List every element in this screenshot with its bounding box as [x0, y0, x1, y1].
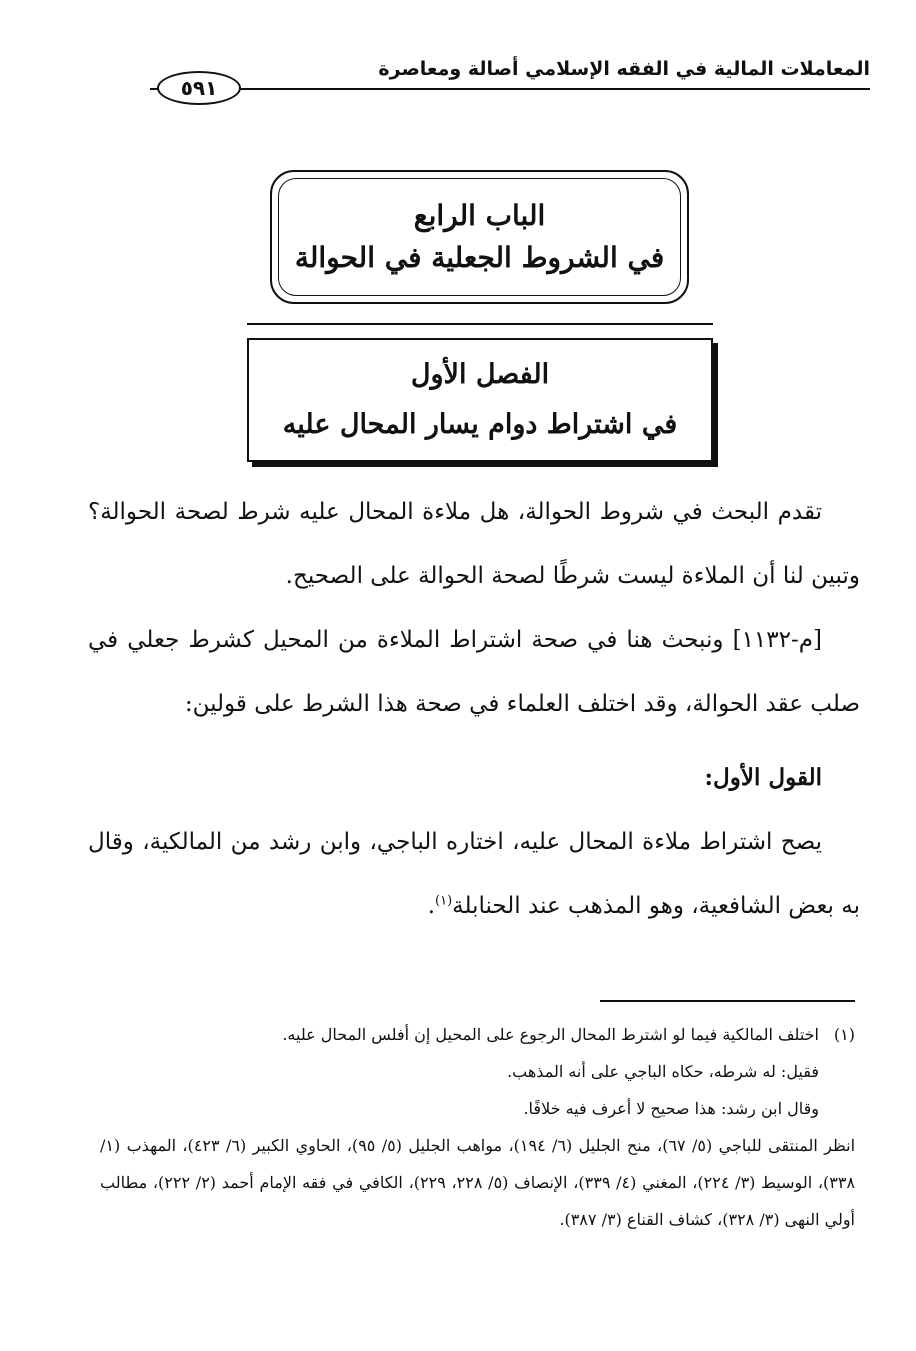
first-opinion-end: . — [427, 893, 435, 919]
footnote-number: (١) — [833, 1025, 855, 1044]
section-top-rule — [247, 323, 713, 325]
paragraph-intro: تقدم البحث في شروط الحوالة، هل ملاءة المحال عليه شرط لصحة الحوالة؟ وتبين لنا أن الملاءة ليست شرطًا لصحة الحوالة على الصحيح. — [88, 499, 860, 589]
header-rule — [150, 88, 870, 90]
footnote-references: انظر المنتقى للباجي (٥/ ٦٧)، منح الجليل (٦/ ١٩٤)، مواهب الجليل (٥/ ٩٥)، الحاوي الكبير (٦/ ٤٢٣)، المهذب (١/ ٣٣٨)، الوسيط (٣/ ٢٢٤)، المغني (٤/ ٣٣٩)، الإنصاف (٥/ ٢٢٨، ٢٢٩)، الكافي في فقه الإمام أحمد (٢/ ٢٢٢)، مطالب أولي النهى (٣/ ٣٢٨)، كشاف القناع (٣/ ٣٨٧). — [100, 1136, 856, 1229]
paragraph-issue: [م-١١٣٢] ونبحث هنا في صحة اشتراط الملاءة من المحيل كشرط جعلي في صلب عقد الحوالة، وقد اختلف العلماء في صحة هذا الشرط على قولين: — [88, 627, 860, 717]
chapter-subtitle: في الشروط الجعلية في الحوالة — [294, 241, 665, 274]
section-title-box — [247, 338, 713, 462]
chapter-title-box — [270, 170, 689, 304]
first-opinion-text: يصح اشتراط ملاءة المحال عليه، اختاره الباجي، وابن رشد من المالكية، وقال به بعض الشافعية، وهو المذهب عند الحنابلة — [88, 829, 860, 919]
first-opinion-heading: القول الأول: — [704, 764, 822, 791]
book-title: المعاملات المالية في الفقه الإسلامي أصالة ومعاصرة — [378, 58, 870, 80]
footnote-line-3: وقال ابن رشد: هذا صحيح لا أعرف فيه خلافًا. — [523, 1099, 819, 1118]
footnote-text-1: اختلف المالكية فيما لو اشترط المحال الرجوع على المحيل إن أفلس المحال عليه. — [282, 1025, 819, 1044]
footnote-separator — [600, 1000, 855, 1002]
section-title: الفصل الأول — [410, 359, 550, 390]
page-number: ٥٩١ — [157, 71, 241, 105]
section-subtitle: في اشتراط دوام يسار المحال عليه — [282, 409, 678, 440]
chapter-title-inner-frame — [278, 178, 681, 296]
footnote-line-2: فقيل: له شرطه، حكاه الباجي على أنه المذهب. — [507, 1062, 819, 1081]
paragraph-first-opinion — [88, 810, 860, 938]
running-header — [150, 50, 870, 94]
main-text — [88, 480, 860, 938]
chapter-title: الباب الرابع — [413, 199, 546, 232]
footnote-marker: (١) — [435, 893, 453, 909]
footnotes — [100, 1016, 855, 1238]
footnote-line-1 — [100, 1016, 855, 1053]
